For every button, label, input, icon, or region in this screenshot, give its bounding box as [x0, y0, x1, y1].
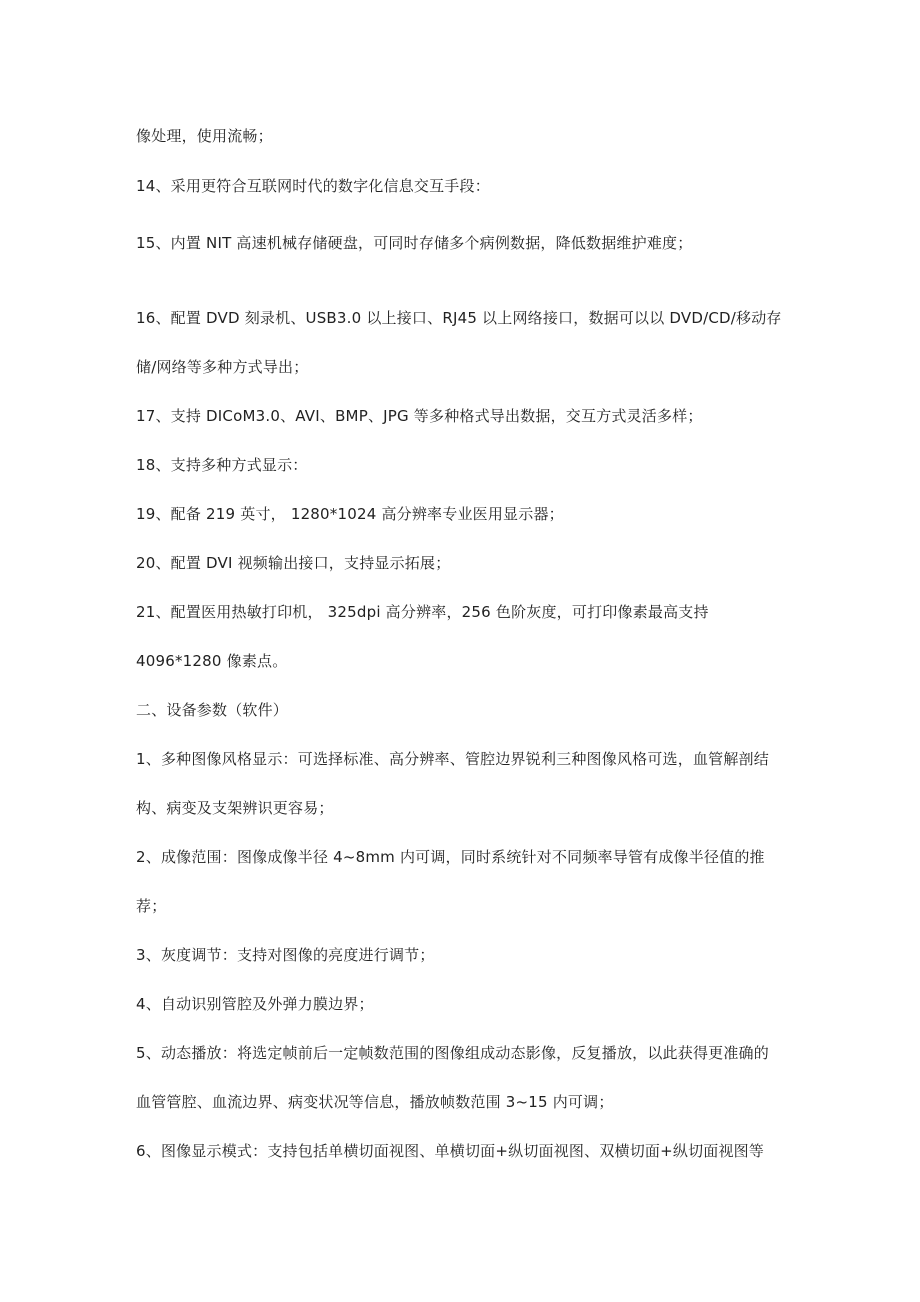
text-line-8: 19、配备 219 英寸， 1280*1024 高分辨率专业医用显示器； [136, 505, 564, 523]
text-line-9: 20、配置 DVI 视频输出接口，支持显示拓展； [136, 554, 451, 572]
text-line-3: 15、内置 NIT 高速机械存储硬盘，可同时存储多个病例数据，降低数据维护难度； [136, 234, 693, 252]
text-line-11: 4096*1280 像素点。 [136, 652, 288, 670]
text-line-5: 储/网络等多种方式导出； [136, 358, 309, 376]
text-line-10: 21、配置医用热敏打印机， 325dpi 高分辨率，256 色阶灰度，可打印像素最高支持 [136, 603, 709, 621]
section-heading: 二、设备参数（软件） [136, 701, 289, 719]
text-line-15: 2、成像范围：图像成像半径 4~8mm 内可调，同时系统针对不同频率导管有成像半径值的推 [136, 848, 765, 866]
text-line-6: 17、支持 DICoM3.0、AVI、BMP、JPG 等多种格式导出数据，交互方式灵活多样； [136, 407, 703, 425]
text-line-7: 18、支持多种方式显示： [136, 456, 308, 474]
text-line-1: 像处理，使用流畅； [136, 127, 273, 145]
text-line-21: 6、图像显示模式：支持包括单横切面视图、单横切面+纵切面视图、双横切面+纵切面视图等 [136, 1142, 765, 1160]
text-line-17: 3、灰度调节：支持对图像的亮度进行调节； [136, 946, 435, 964]
text-line-19: 5、动态播放：将选定帧前后一定帧数范围的图像组成动态影像，反复播放，以此获得更准确的 [136, 1044, 769, 1062]
text-line-2: 14、采用更符合互联网时代的数字化信息交互手段： [136, 177, 490, 195]
text-line-13: 1、多种图像风格显示：可选择标准、高分辨率、管腔边界锐利三种图像风格可选，血管解剖结 [136, 750, 769, 768]
text-line-4: 16、配置 DVD 刻录机、USB3.0 以上接口、RJ45 以上网络接口，数据可以以 DVD/CD/移动存 [136, 309, 782, 327]
text-line-14: 构、病变及支架辨识更容易； [136, 799, 334, 817]
text-line-20: 血管管腔、血流边界、病变状况等信息，播放帧数范围 3~15 内可调； [136, 1093, 614, 1111]
text-line-16: 荐； [136, 897, 167, 915]
text-line-18: 4、自动识别管腔及外弹力膜边界； [136, 995, 374, 1013]
